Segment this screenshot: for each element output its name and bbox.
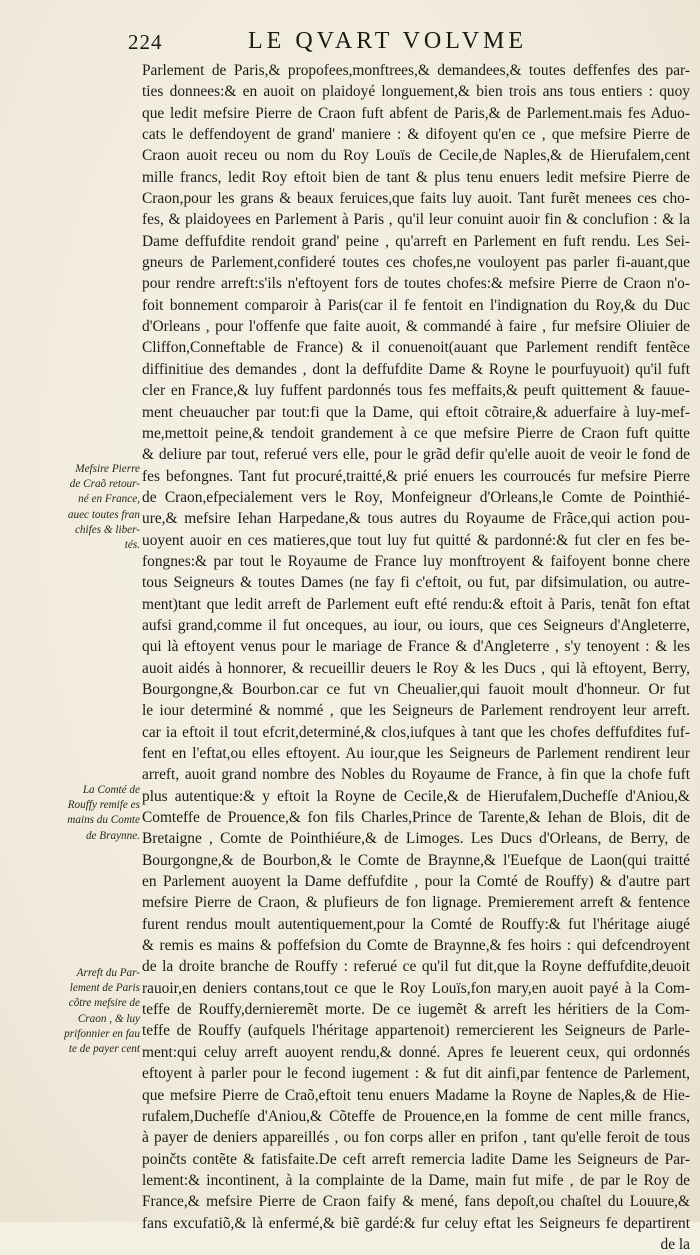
text-line: gneurs de Parlement,confideré toutes ces chofes,ne vouloyent pas parler fi-auant,que (142, 254, 690, 272)
text-line: aufsi grand,comme il fut onceques, au iour, ou iours, que ces Seigneurs d'Angleterre, (142, 616, 690, 634)
text-line: fans excufatiõ,& là enfermé,& biẽ gardé:& fur celuy eftat les Seigneurs fe departirent (142, 1214, 690, 1232)
margin-note-line: La Comté de (82, 784, 140, 796)
text-line: de Craon,efpecialement vers le Roy, Monfeigneur d'Orleans,le Comte de Pointhié- (142, 488, 690, 506)
text-line: cler en France,& luy fuffent pardonnés tous fes meffaits,& peuft quittement & fauue- (142, 382, 690, 400)
text-line: Bourgongne,& de Bourbon,& le Comte de Braynne,& l'Euefque de Laon(qui traitté (142, 851, 690, 869)
text-line: rauoir,en deniers contans,tout ce que le Roy Louïs,fon mary,en auoit payé à la Com- (142, 979, 690, 997)
text-line: ment cheuaucher par tout:fi que la Dame, qui eftoit cõtraire,& aduerfaire à luy-mef- (142, 403, 690, 421)
margin-note-craon-return (58, 462, 140, 553)
text-line: de la (660, 1235, 690, 1253)
text-line: fes befongnes. Tant fut procuré,traitté,& prié enuers les courroucés fur mefsire Pierre (142, 467, 690, 485)
text-line: poinčts contẽte & fatisfaite.De ceft arreft remercia ladite Dame les Seigneurs de Par- (142, 1150, 690, 1168)
margin-note-line: tés. (124, 539, 140, 552)
text-line: en Parlement auoyent la Dame deffufdite , pour la Comté de Rouffy) & d'autre part (142, 873, 690, 891)
text-line: Craon,pour les grans & beaux feruices,que faits luy auoit. Tant furẽt menees ces cho- (142, 190, 690, 208)
text-line: lement:& incontinent, à la complainte de la Dame, main fut mife , de par le Roy de (142, 1171, 690, 1189)
text-line: fent en l'eftat,ou elles eftoyent. Au iour,que les Seigneurs de Parlement rendirent leur (142, 745, 690, 762)
text-line: mefsire Pierre de Craon, & plufieurs de fon lignage. Premierement arreft & fentence (142, 894, 690, 912)
text-line: Bretaigne , Comte de Pointhiéure,& de Limoges. Les Ducs d'Orleans, de Berry, de (142, 830, 690, 848)
text-line: plus autentique:& y eftoit la Royne de Cecile,& de Hierufalem,Duchefſe d'Aniou,& (142, 787, 690, 805)
text-line: Cliffon,Conneftable de France) & il conuenoit(auant que Parlement rendift fentẽce (142, 339, 690, 357)
text-line: fongnes:& par tout le Royaume de France luy monftroyent & faifoyent bonne chere (142, 552, 690, 570)
margin-note-line: Craon , & luy (77, 1012, 140, 1025)
margin-note-line: auec toutes fran (67, 508, 140, 521)
text-line: teffe de Rouffy,dernieremẽt morte. De ce iugemẽt & arreft les héritiers de la Com- (142, 1001, 690, 1019)
margin-note-comte-roussy (58, 783, 140, 844)
text-line: uoyent auoir en ces matieres,que tout luy fut quitté & pardonné:& fut cler en fes be- (142, 531, 690, 549)
margin-note-line: de Craõ retour- (69, 478, 140, 491)
margin-note-line: mains du Comte (67, 814, 140, 827)
text-line: de la droite branche de Rouffy : referué ce qu'il fut dit,que la Royne deffufdite,deuoit (142, 958, 690, 976)
text-line: que ledit mefsire Pierre de Craon fuft abfent de Paris,& de Parlement.mais fes Aduo- (142, 104, 690, 122)
running-head: LE QVART VOLVME (248, 28, 528, 54)
text-line: à payer de deniers appareillés , ou fon corps aller en prifon , tant qu'elle feroit de tous (142, 1129, 690, 1147)
text-line: eftoyent à parler pour le fecond iugement : & fut dit ainfi,par fentence de Parlement, (142, 1065, 690, 1083)
text-line: mille francs, ledit Roy eftoit bien de tant & plus tenu enuers ledit mefsire Pierre de (142, 168, 690, 186)
margin-note-line: lement de Paris (69, 982, 140, 995)
text-line: que mefsire Pierre de Craõ,eftoit tenu enuers Madame la Royne de Naples,& de Hie- (142, 1086, 690, 1104)
text-line: arreft, auoit grand nombre des Nobles du Royaume de France, à fin que la chofe fuft (142, 766, 690, 784)
text-line: ure,& mefsire Iehan Harpedane,& tous autres du Royaume de Frãce,qui action pou- (142, 510, 690, 528)
margin-note-line: né en France, (78, 493, 140, 506)
text-line: & deliure par tout, referué vers elle, pour le grãd defir qu'elle auoit de veoir le fond de (142, 446, 690, 464)
text-line: Bourgongne,& Bourbon.car ce fut vn Cheualier,qui fauoit moult d'honneur. Or fut (142, 680, 690, 698)
margin-note-line: Rouffy remife es (67, 799, 140, 812)
text-line: teffe de Rouffy (aufquels l'héritage appartenoit) remercierent les Seigneurs de Parle- (142, 1022, 690, 1040)
text-line: Comteffe de Prouence,& fon fils Charles,Prince de Tarente,& Iehan de Blois, dit de (142, 809, 690, 827)
text-line: pour rendre arreft:s'ils n'eftoyent fors de toutes chofes:& mefsire Pierre de Craon n'o- (142, 275, 690, 293)
text-line: me,mettoit peine,& tendoit grandement à ce que mefsire Pierre de Craon fuft quitte (142, 424, 690, 442)
text-line: Parlement de Paris,& propofees,monftrees,& demandees,& toutes deffenfes des par- (142, 62, 690, 79)
page-number: 224 (128, 30, 163, 54)
text-line: diffinitiue des demandes , dont la deffufdite Dame & Royne le pourfuyuoit) qu'il fuft (142, 360, 690, 378)
text-line: cats le deffendoyent de grand' maniere : & difoyent qu'en ce , que mefsire Pierre de (142, 126, 690, 144)
margin-note-line: te de payer cent (68, 1043, 140, 1056)
margin-note-line: Mefsire Pierre (75, 463, 140, 475)
text-line: Craon auoit receu ou nom du Roy Louïs de Cecile,de Naples,& de Hierufalem,cent (142, 147, 690, 165)
margin-note-line: prifonnier en fau (64, 1027, 140, 1040)
margin-note-line: cõtre mefsire de (68, 997, 140, 1010)
text-line: ment:qui celuy arreft auoyent rendu,& donné. Apres fe leuerent ceux, qui ordonnés (142, 1043, 690, 1061)
text-line: foit bonnement comparoir à Paris(car il fe fentoit en l'indignation du Roy,& du Duc (142, 296, 690, 314)
margin-note-line: chifes & liber- (74, 523, 140, 536)
margin-note-arrest (58, 966, 140, 1057)
text-line: le iour determiné & nommé , que les Seigneurs de Parlement rendroyent leur arreft. (142, 702, 690, 720)
text-line: auoit aidés à honnorer, & recueillir deuers le Roy & les Ducs , qui là eftoyent, Berry, (142, 659, 690, 677)
text-line: & remis es mains & poffefsion du Comte de Braynne,& fes hoirs : qui defcendroyent (142, 937, 690, 955)
margin-note-line: de Braynne. (85, 829, 140, 842)
text-line: tous Seigneurs & toutes Dames (ne fay fi c'eftoit, ou fut, par difsimulation, ou autre- (142, 574, 690, 592)
text-line: d'Orleans , pour l'offenfe que faite auoit, & commandé à faire , fur mefsire Oliuier de (142, 318, 690, 336)
text-line: rufalem,Duchefſe d'Aniou,& Cõteffe de Prouence,en la fomme de cent mille francs, (142, 1107, 690, 1125)
body-text (142, 60, 690, 1255)
text-line: ties donnees:& en auoit on plaidoyé longuement,& bien trois ans tous entiers : quoy (142, 83, 690, 101)
text-line: ment)tant que ledit arreft de Parlement euft efté rendu:& eftoit à Paris, tenãt fon eftat (142, 595, 690, 613)
margin-note-line: Arreft du Par- (76, 967, 140, 979)
text-line: car ia eftoit il tout efcrit,determiné,& clos,iufques à tant que les chofes deffufdites fuf- (142, 723, 690, 741)
page-header (128, 28, 688, 56)
text-line: furent rendus moult autentiquement,pour la Comté de Rouffy:& fut l'héritage aiugé (142, 915, 690, 933)
text-line: Dame deffufdite rendoit grand' peine , qu'arreft en Parlement en fuft rendu. Les Sei- (142, 232, 690, 250)
text-line: France,& mefsire Pierre de Craon faify & mené, fans depoſt,ou chaſtel du Louure,& (142, 1193, 690, 1211)
text-line: qui là eftoyent venus pour le mariage de France & d'Angleterre , s'y tenoyent : & les (142, 638, 690, 656)
text-line: fes, & plaidoyees en Parlement à Paris , qu'il leur conuint auoir fin & conclufion : & la (142, 211, 690, 229)
